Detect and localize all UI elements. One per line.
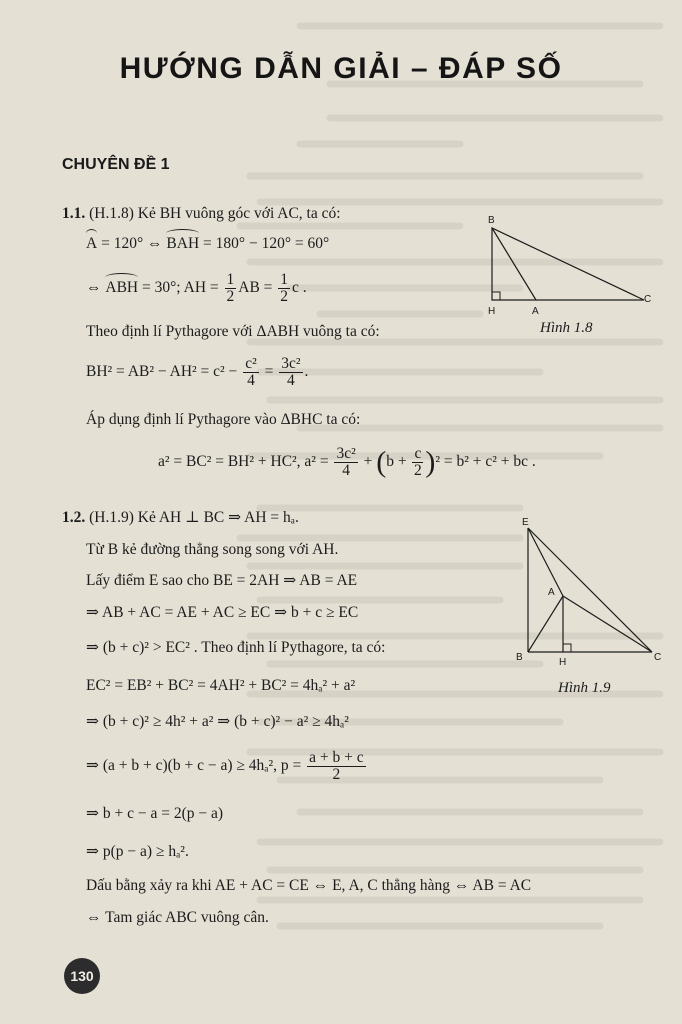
fraction [412, 446, 423, 479]
text: AB = [238, 279, 277, 297]
label-h: H [488, 306, 496, 317]
p2-line10: Dấu bằng xảy ra khi AE + AC = CE ⇔ E, A, C thẳng hàng ⇔ AB = AC [86, 877, 532, 894]
p1-line6 [158, 446, 536, 479]
text: b + [386, 453, 411, 471]
denominator: 4 [247, 372, 255, 389]
segment-ea [528, 528, 563, 596]
text: ² = b² + c² + bc . [435, 453, 536, 471]
p2-line7 [86, 750, 368, 783]
p2-line1: Từ B kẻ đường thẳng song song với AH. [86, 541, 339, 558]
numerator: 3c² [336, 445, 356, 462]
p1-line5: Áp dụng định lí Pythagore vào ΔBHC ta có: [86, 411, 361, 428]
text: c . [292, 279, 307, 297]
page-title: HƯỚNG DẪN GIẢI – ĐÁP SỐ [119, 52, 563, 85]
figure-1-9 [506, 516, 674, 672]
angle-a: A [86, 235, 98, 252]
numerator: c [414, 445, 422, 462]
denominator: 2 [332, 766, 341, 783]
figure-caption-1-8: Hình 1.8 [540, 320, 593, 336]
p1-line1 [86, 234, 329, 254]
p1-line4 [86, 356, 308, 389]
numerator: 1 [226, 271, 235, 288]
segment-ba [528, 596, 563, 652]
segment-ac [563, 596, 652, 652]
angle-bah: BAH [166, 235, 200, 252]
p1-line3: Theo định lí Pythagore với ΔABH vuông ta có: [86, 323, 380, 340]
p2-line3: ⇒ AB + AC = AE + AC ≥ EC ⇒ b + c ≥ EC [86, 604, 359, 621]
p2-line4: ⇒ (b + c)² > EC² . Theo định lí Pythagore, ta có: [86, 639, 386, 656]
fraction [278, 272, 290, 305]
text: = [260, 363, 278, 381]
p2-line11: ⇔ Tam giác ABC vuông cân. [86, 909, 269, 926]
right-angle-mark [492, 292, 500, 300]
text: . [304, 363, 309, 381]
problem-label: 1.1. [62, 205, 86, 222]
denominator: 2 [226, 288, 235, 305]
text: a² = BC² = BH² + HC², a² = [158, 453, 333, 471]
label-c: C [644, 294, 652, 305]
p2-line9: ⇒ p(p − a) ≥ hₐ². [86, 843, 189, 860]
text: (H.1.9) Kẻ AH ⊥ BC ⇒ AH = hₐ. [85, 509, 299, 526]
figure-caption-1-9: Hình 1.9 [558, 680, 611, 696]
numerator: 3c² [281, 355, 301, 372]
problem-label: 1.2. [62, 509, 86, 526]
text: = 180° − 120° = 60° [199, 235, 330, 252]
text: ⇔ [86, 279, 106, 297]
text: = 30°; AH = [138, 279, 223, 297]
label-b: B [488, 215, 495, 226]
denominator: 2 [414, 462, 422, 479]
triangle-bhc [492, 228, 644, 300]
numerator: 1 [280, 271, 289, 288]
p2-line6: ⇒ (b + c)² ≥ 4h² + a² ⇒ (b + c)² − a² ≥ 4hₐ² [86, 713, 349, 730]
problem-1-2-intro [62, 508, 299, 528]
figure-1-8 [484, 210, 664, 320]
paren-open: ( [376, 445, 387, 479]
text: + [359, 453, 377, 471]
page-number-badge: 130 [64, 958, 100, 994]
text: (H.1.8) Kẻ BH vuông góc với AC, ta có: [85, 205, 341, 222]
label-a: A [532, 306, 539, 317]
p2-line8: ⇒ b + c − a = 2(p − a) [86, 805, 224, 822]
fraction [243, 356, 259, 389]
label-a: A [548, 587, 555, 598]
fraction [279, 356, 302, 389]
fraction [225, 272, 237, 305]
right-angle-mark [563, 644, 571, 652]
text: ⇒ (a + b + c)(b + c − a) ≥ 4hₐ², p = [86, 757, 306, 775]
p2-line2: Lấy điểm E sao cho BE = 2AH ⇒ AB = AE [86, 572, 358, 589]
p2-line5: EC² = EB² + BC² = 4AH² + BC² = 4hₐ² + a² [86, 677, 356, 694]
label-h: H [559, 657, 567, 668]
p1-line2 [86, 272, 307, 305]
paren-close: ) [425, 445, 436, 479]
text: BH² = AB² − AH² = c² − [86, 363, 242, 381]
label-b: B [516, 652, 523, 663]
segment-ec [528, 528, 652, 652]
fraction [334, 446, 357, 479]
numerator: c² [245, 355, 257, 372]
angle-abh: ABH [105, 279, 139, 297]
denominator: 4 [286, 372, 295, 389]
problem-1-1-intro [62, 204, 341, 224]
denominator: 4 [342, 462, 350, 479]
label-e: E [522, 517, 529, 528]
numerator: a + b + c [309, 749, 364, 766]
label-c: C [654, 652, 662, 663]
denominator: 2 [280, 288, 289, 305]
text: = 120° ⇔ [97, 235, 167, 252]
topic-heading: CHUYÊN ĐỀ 1 [62, 156, 170, 173]
fraction [307, 750, 366, 783]
